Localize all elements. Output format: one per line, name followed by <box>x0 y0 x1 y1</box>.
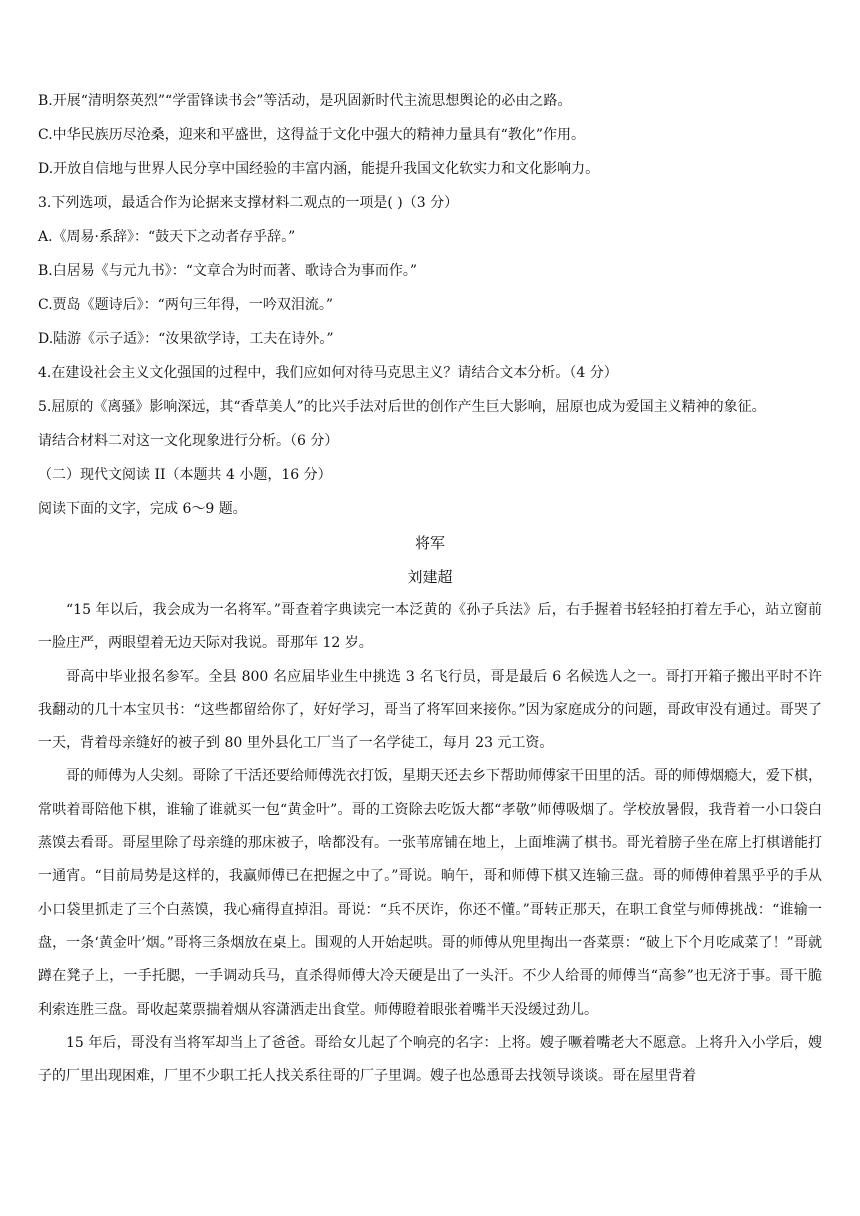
q2-option-c: C.中华民族历尽沧桑，迎来和平盛世，这得益于文化中强大的精神力量具有“教化”作用。 <box>38 127 585 143</box>
q3-option-d: D.陆游《示子适》：“汝果欲学诗，工夫在诗外。” <box>38 331 334 347</box>
q3-option-c: C.贾岛《题诗后》：“两句三年得，一吟双泪流。” <box>38 297 333 313</box>
story-paragraph: 15 年后，哥没有当将军却当上了爸爸。哥给女儿起了个响亮的名字：上将。嫂子噘着嘴老大不愿意。上将升入小学后，嫂子的厂里出现困难，厂里不少职工托人找关系往哥的厂子里调。嫂子也怂恿哥去找领导谈谈。哥在屋里背着 <box>38 1034 822 1085</box>
story-title: 将军 <box>414 534 445 552</box>
story-paragraph: 哥的师傅为人尖刻。哥除了干活还要给师傅洗衣打饭，星期天还去乡下帮助师傅家干田里的活。哥的师傅烟瘾大，爱下棋，常哄着哥陪他下棋，谁输了谁就买一包“黄金叶”。哥的工资除去吃饭大都“孝敬”师傅吸烟了。学校放暑假，我背着一小口袋白蒸馍去看哥。哥屋里除了母亲缝的那床被子，啥都没有。一张苇席铺在地上，上面堆满了棋书。哥光着膀子坐在席上打棋谱能打一通宵。“目前局势是这样的，我赢师傅已在把握之中了。”哥说。晌午，哥和师傅下棋又连输三盘。哥的师傅伸着黑乎乎的手从小口袋里抓走了三个白蒸馍，我心痛得直掉泪。哥说：“兵不厌诈，你还不懂。”哥转正那天，在职工食堂与师傅挑战：“谁输一盘，一条‘黄金叶’烟。”哥将三条烟放在桌上。围观的人开始起哄。哥的师傅从兜里掏出一沓菜票：“破上下个月吃咸菜了！”哥就蹲在凳子上，一手托腮，一手调动兵马，直杀得师傅大冷天硬是出了一头汗。不少人给哥的师傅当“高参”也无济于事。哥干脆利索连胜三盘。哥收起菜票揣着烟从容潇洒走出食堂。师傅瞪着眼张着嘴半天没缓过劲儿。 <box>38 768 822 1018</box>
q3-option-a: A.《周易·系辞》：“鼓天下之动者存乎辞。” <box>38 229 296 245</box>
q2-option-d: D.开放自信地与世界人民分享中国经验的丰富内涵，能提升我国文化软实力和文化影响力。 <box>38 161 600 177</box>
q2-option-b: B.开展“清明祭英烈”“学雷锋读书会”等活动，是巩固新时代主流思想舆论的必由之路。 <box>38 93 572 109</box>
story-author: 刘建超 <box>407 568 453 586</box>
exam-page <box>38 84 822 1093</box>
q3-option-b: B.白居易《与元九书》：“文章合为时而著、歌诗合为事而作。” <box>38 263 418 279</box>
q5-stem-line2: 请结合材料二对这一文化现象进行分析。（6 分） <box>38 433 339 449</box>
story-paragraph: 哥高中毕业报名参军。全县 800 名应届毕业生中挑选 3 名飞行员，哥是最后 6 名候选人之一。哥打开箱子搬出平时不许我翻动的几十本宝贝书：“这些都留给你了，好好学习，哥当了将军回来接你。”因为家庭成分的问题，哥政审没有通过。哥哭了一天，背着母亲缝好的被子到 80 里外县化工厂当了一名学徒工，每月 23 元工资。 <box>38 668 822 752</box>
q5-stem-line1: 5.屈原的《离骚》影响深远，其“香草美人”的比兴手法对后世的创作产生巨大影响，屈原也成为爱国主义精神的象征。 <box>38 399 766 415</box>
q3-stem: 3.下列选项，最适合作为论据来支撑材料二观点的一项是( )（3 分） <box>38 195 459 211</box>
section-heading: （二）现代文阅读 II（本题共 4 小题，16 分） <box>38 467 332 483</box>
story-paragraph: “15 年以后，我会成为一名将军。”哥查着字典读完一本泛黄的《孙子兵法》后，右手握着书轻轻拍打着左手心，站立窗前一脸庄严，两眼望着无边天际对我说。哥那年 12 岁。 <box>38 602 822 652</box>
section-instruction: 阅读下面的文字，完成 6～9 题。 <box>38 501 247 517</box>
q4-stem: 4.在建设社会主义文化强国的过程中，我们应如何对待马克思主义？请结合文本分析。（4 分） <box>38 365 618 381</box>
